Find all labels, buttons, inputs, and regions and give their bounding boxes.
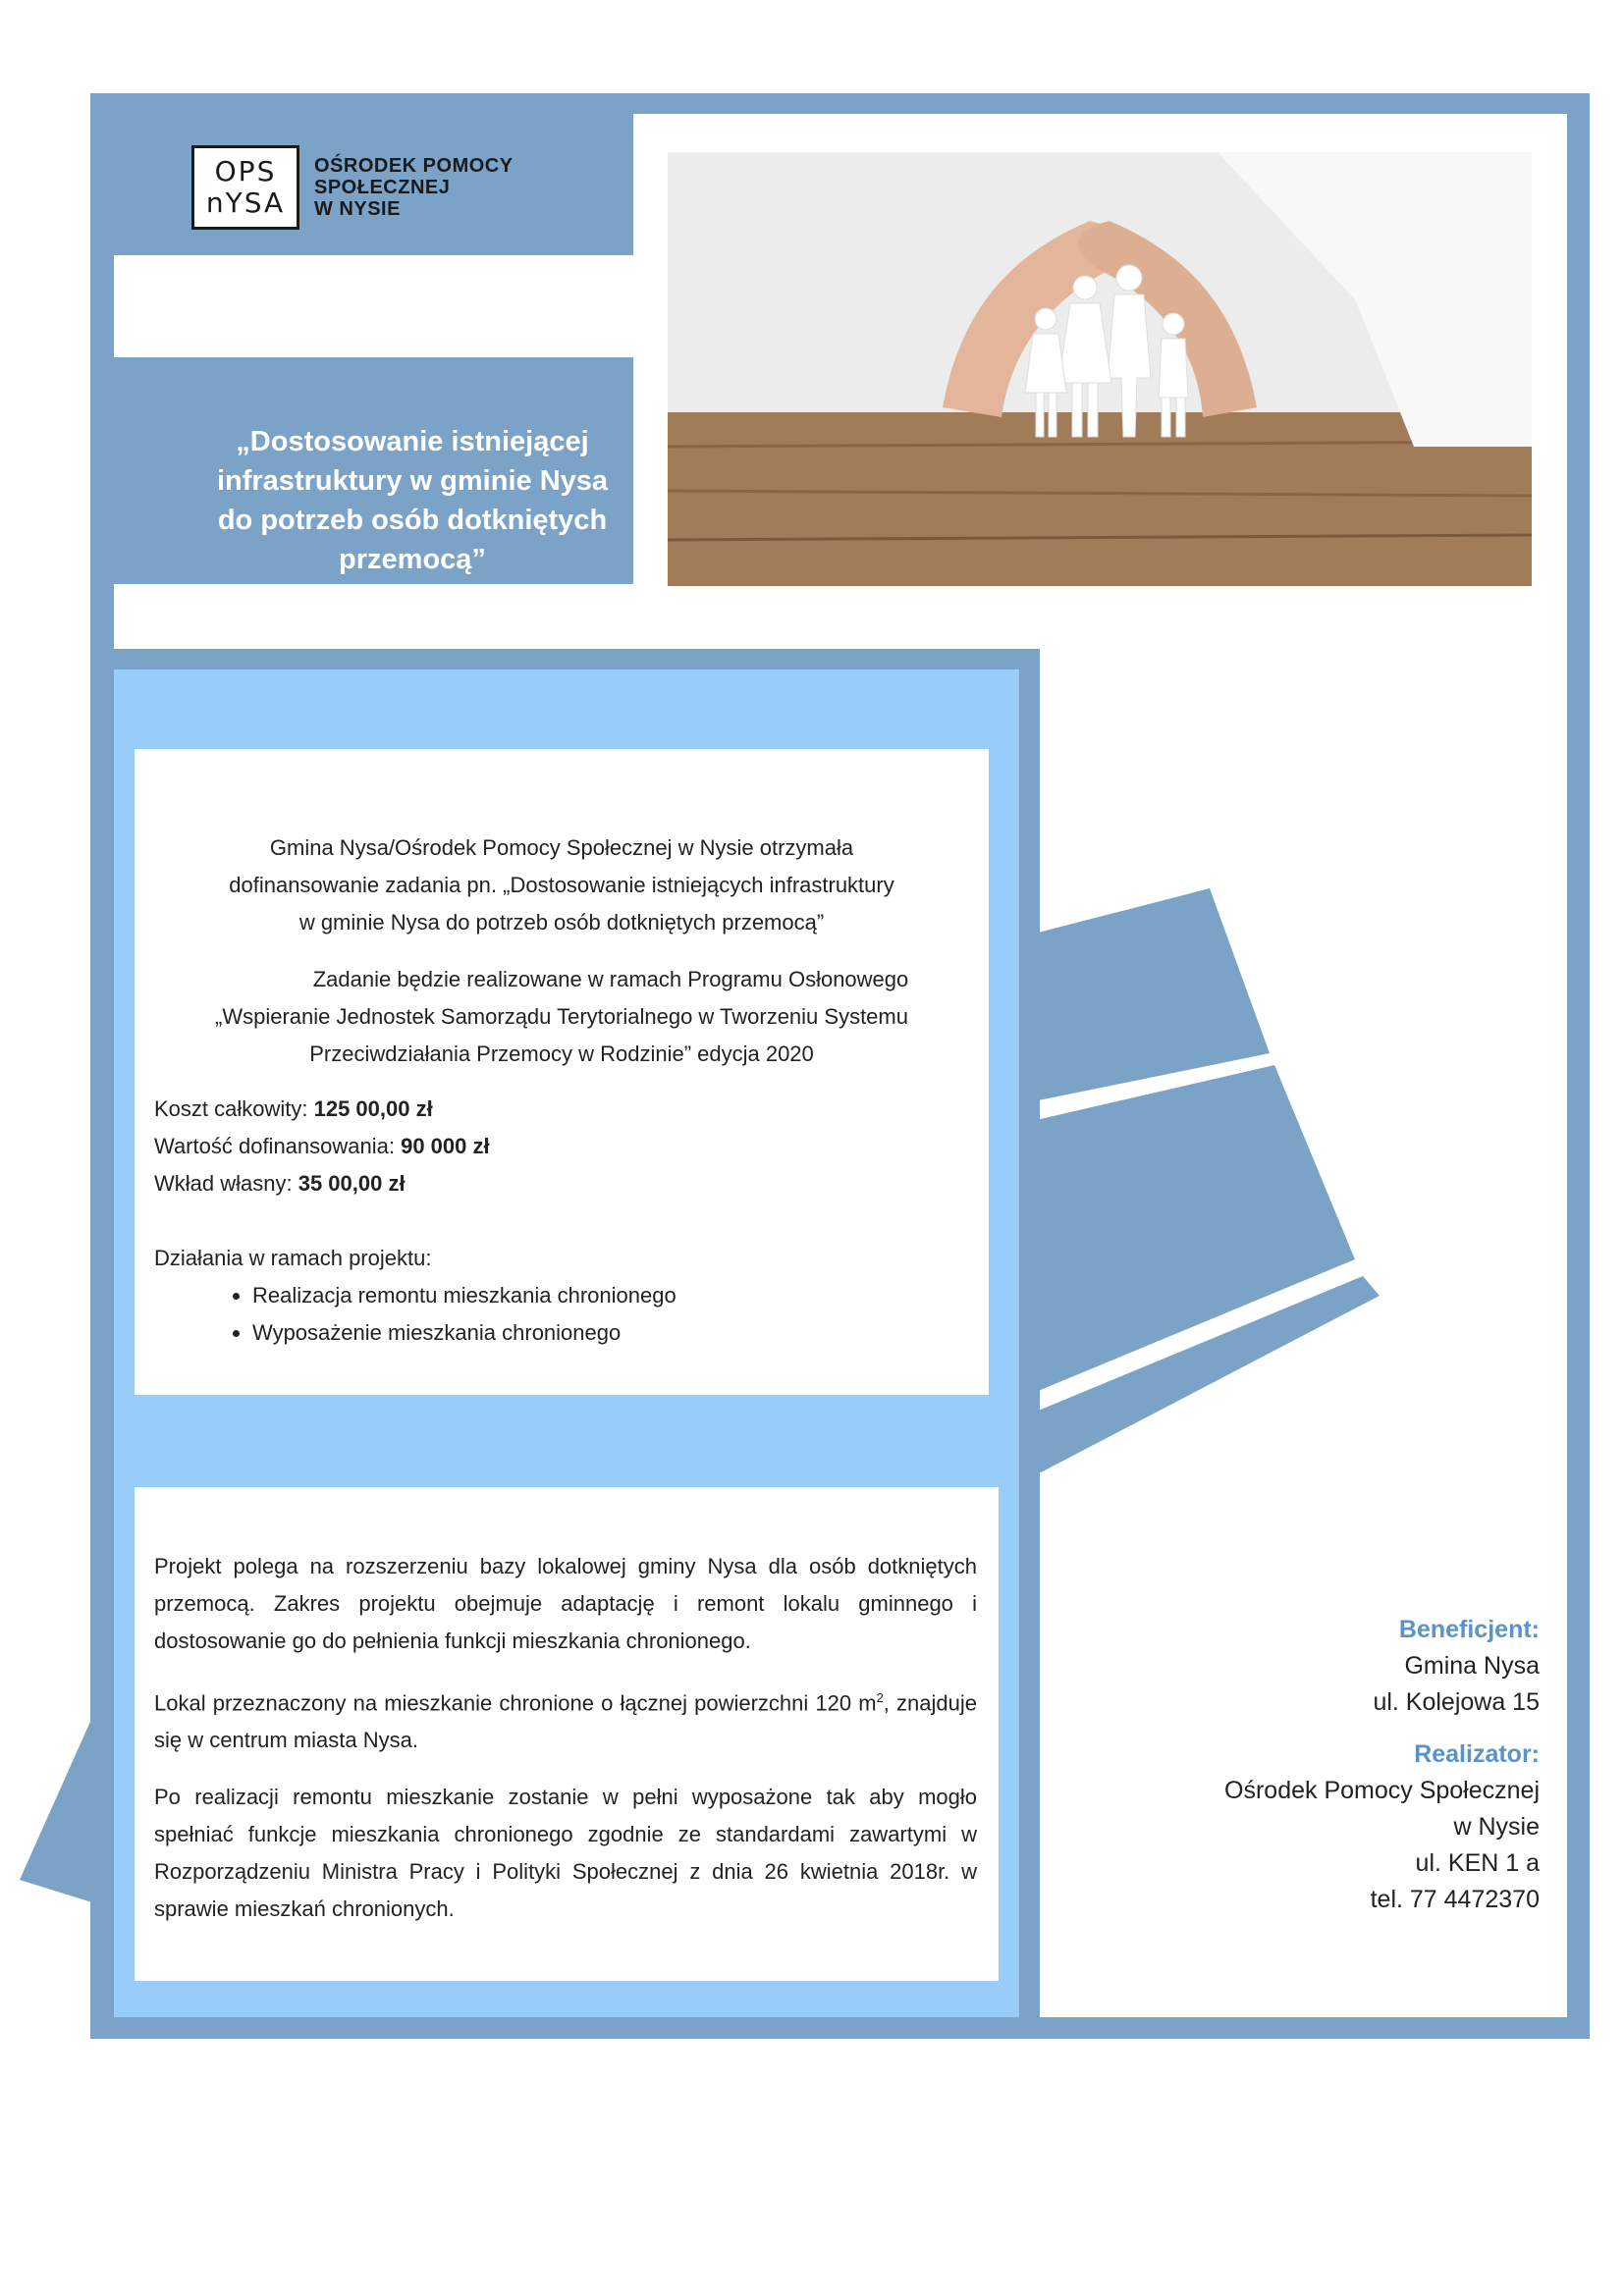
intro-paragraph-2	[154, 961, 969, 1073]
beneficiary-heading: Beneficjent:	[1398, 1616, 1540, 1643]
cost-funding	[154, 1128, 969, 1165]
implementer-line: ul. KEN 1 a	[1415, 1849, 1540, 1877]
description-paragraph-2	[154, 1680, 977, 1759]
description-paragraph-3: Po realizacji remontu mieszkanie zostanie w pełni wyposażone tak aby mogło spełniać funkcje mieszkania chronionego zgodnie ze standardami zawartymi w Rozporządzeniu Ministra Pracy i Polityki Społecznej z dnia 26 kwietnia 2018r. w sprawie mieszkań chronionych.	[154, 1785, 977, 1922]
intro-line: „Wspieranie Jednostek Samorządu Terytorialnego w Tworzeniu Systemu	[215, 1004, 908, 1029]
beneficiary-line: ul. Kolejowa 15	[1373, 1688, 1540, 1716]
contact-info	[1139, 1612, 1540, 1918]
deco-white-notch	[1117, 1477, 1176, 1517]
logo-line: SPOŁECZNEJ	[314, 177, 451, 198]
ops-logo-mark	[191, 145, 299, 230]
intro-line: dofinansowanie zadania pn. „Dostosowanie istniejących infrastruktury	[229, 873, 894, 897]
logo-line: OŚRODEK POMOCY	[314, 155, 514, 177]
cost-label: Wkład własny:	[154, 1171, 298, 1196]
deco-shape-middle	[1019, 1065, 1355, 1399]
intro-paragraph-1	[154, 829, 969, 941]
intro-line: Przeciwdziałania Przemocy w Rodzinie” edycja 2020	[309, 1041, 814, 1066]
logo-text	[314, 155, 514, 220]
implementer-line: w Nysie	[1453, 1813, 1540, 1841]
cost-value: 35 00,00 zł	[298, 1171, 406, 1196]
cost-own	[154, 1165, 969, 1202]
superscript: 2	[876, 1690, 884, 1705]
cost-list	[135, 1073, 989, 1202]
logo-mark-top: OPS	[214, 155, 277, 187]
list-item: • Wyposażenie mieszkania chronionego	[252, 1314, 969, 1352]
page-title: „Dostosowanie istniejącej infrastruktury w gminie Nysa do potrzeb osób dotkniętych przemocą”	[216, 426, 609, 575]
description-paragraph-1: Projekt polega na rozszerzeniu bazy lokalowej gminy Nysa dla osób dotkniętych przemocą. Zakres projektu obejmuje adaptację i remont lokalu gminnego i dostosowanie go do pełnienia funkcji mieszkania chronionego.	[154, 1554, 977, 1653]
deco-shape-upper	[1019, 888, 1270, 1104]
implementer-line: tel. 77 4472370	[1370, 1886, 1540, 1913]
cost-total	[154, 1091, 969, 1128]
intro-line: Gmina Nysa/Ośrodek Pomocy Społecznej w Nysie otrzymała	[269, 835, 854, 860]
logo-mark-bottom: nYSA	[205, 187, 286, 219]
description-text: , znajduje się w centrum miasta Nysa.	[154, 1690, 977, 1753]
description-text: Lokal przeznaczony na mieszkanie chronione o łącznej powierzchni 120 m	[154, 1690, 877, 1716]
actions-heading: Działania w ramach projektu:	[154, 1246, 432, 1270]
intro-line: w gminie Nysa do potrzeb osób dotkniętych przemocą”	[298, 910, 825, 934]
implementer-line: Ośrodek Pomocy Społecznej	[1224, 1777, 1540, 1804]
cost-label: Wartość dofinansowania:	[154, 1134, 402, 1158]
cost-value: 125 00,00 zł	[313, 1096, 433, 1121]
hands-family-illustration	[668, 152, 1532, 586]
cost-value: 90 000 zł	[401, 1134, 490, 1158]
list-item: • Realizacja remontu mieszkania chronionego	[252, 1277, 969, 1314]
cost-label: Koszt całkowity:	[154, 1096, 314, 1121]
beneficiary-line: Gmina Nysa	[1404, 1652, 1540, 1680]
family-protection-photo	[668, 152, 1532, 586]
actions-list	[154, 1277, 969, 1352]
funding-info-box	[135, 749, 989, 1395]
logo-line: W NYSIE	[314, 198, 401, 220]
implementer-heading: Realizator:	[1414, 1740, 1540, 1768]
deco-shape-left	[20, 1669, 114, 1909]
project-description-box	[135, 1487, 999, 1981]
intro-line: Zadanie będzie realizowane w ramach Programu Osłonowego	[312, 967, 909, 991]
